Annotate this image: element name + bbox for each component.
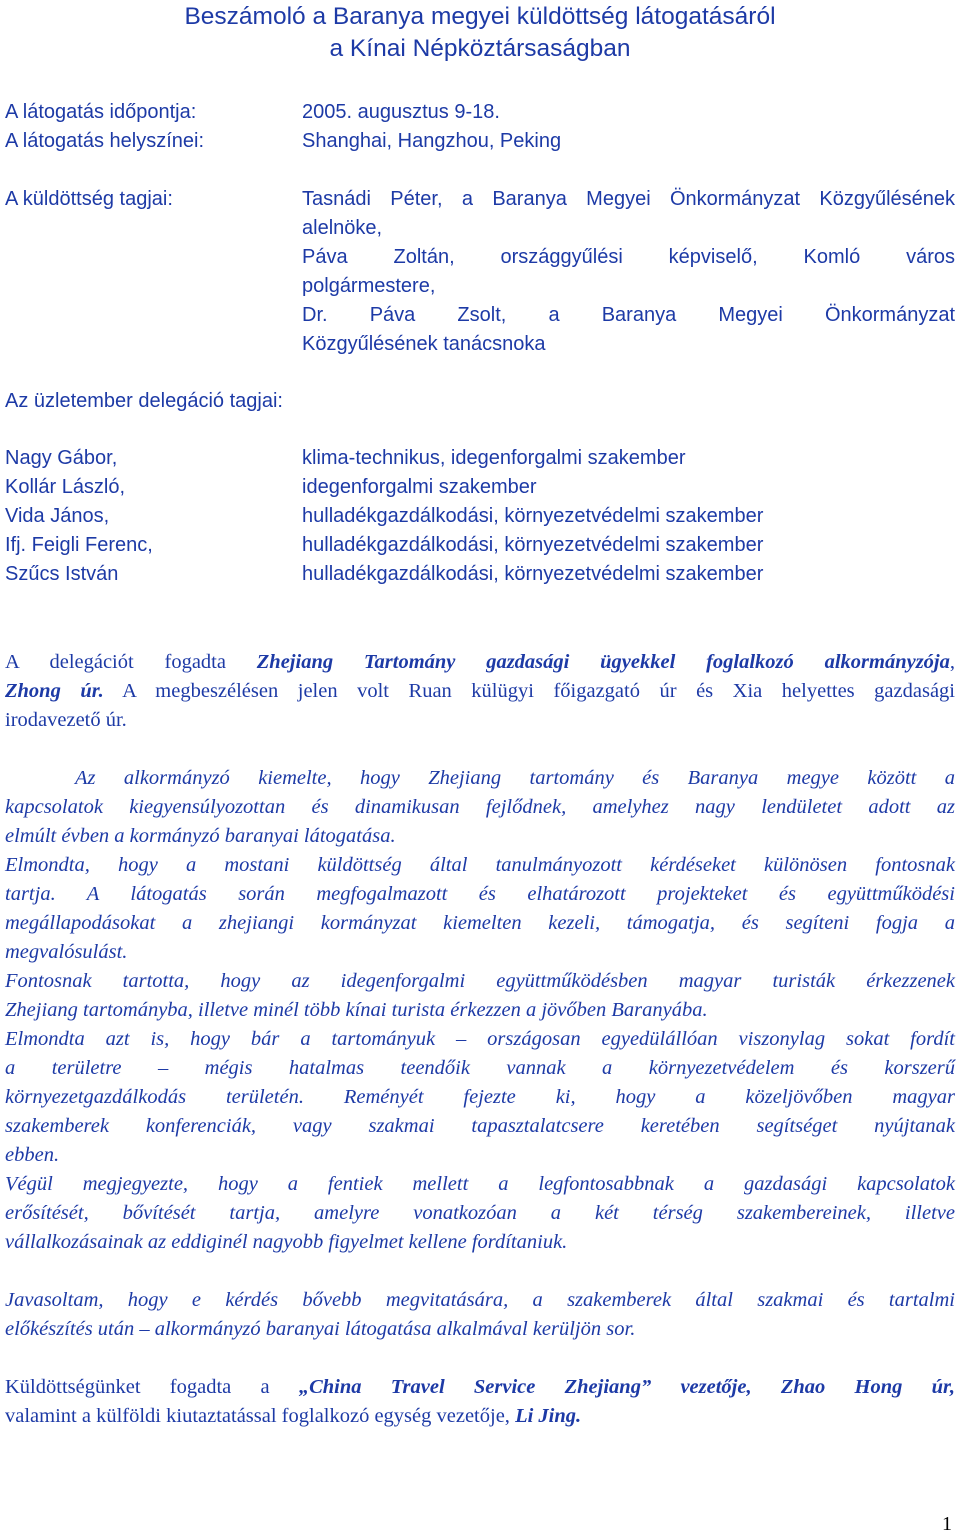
member-line: alelnöke, bbox=[302, 217, 383, 239]
reception-text: A megbeszélésen jelen volt Ruan külügyi főigazgató úr és Xia helyettes gazdasági bbox=[103, 680, 955, 702]
member-name: Kollár László, bbox=[5, 476, 126, 498]
member-role: idegenforgalmi szakember bbox=[302, 476, 537, 498]
reception-line bbox=[5, 648, 955, 677]
remarks-line: Végül megjegyezte, hogy a fentiek mellett a legfontosabbnak a gazdasági kapcsolatok bbox=[5, 1173, 955, 1195]
governor-remarks bbox=[5, 764, 955, 1257]
delegation-members bbox=[302, 185, 955, 359]
cts-host-name: Li Jing. bbox=[515, 1405, 582, 1427]
cts-host: „China Travel Service Zhejiang” vezetője, Zhao Hong úr, bbox=[298, 1376, 955, 1398]
remarks-line: kapcsolatok kiegyensúlyozottan és dinamikusan fejlődnek, amelyhez nagy lendületet adott az bbox=[5, 796, 955, 818]
remarks-line: Elmondta, hogy a mostani küldöttség által tanulmányozott kérdéseket különösen fontosnak bbox=[5, 854, 955, 876]
remarks-line: erősítését, bővítését tartja, amelyre vonatkozóan a két térség szakembereinek, illetve bbox=[5, 1202, 955, 1224]
page-number: 1 bbox=[942, 1513, 952, 1535]
cts-line bbox=[5, 1402, 955, 1431]
remarks-line: tartja. A látogatás során megfogalmazott és elhatározott projekteket és együttműködési bbox=[5, 883, 955, 905]
remarks-line: ebben. bbox=[5, 1144, 60, 1166]
remarks-line: megvalósulást. bbox=[5, 941, 128, 963]
business-delegation-heading: Az üzletember delegáció tagjai: bbox=[5, 390, 283, 412]
vice-governor-title: Zhejiang Tartomány gazdasági ügyekkel foglalkozó alkormányzója bbox=[256, 651, 950, 673]
member-name: Ifj. Feigli Ferenc, bbox=[5, 534, 153, 556]
proposal-line: előkészítés után – alkormányzó baranyai látogatása alkalmával kerüljön sor. bbox=[5, 1318, 636, 1340]
member-line: Dr. Páva Zsolt, a Baranya Megyei Önkormányzat bbox=[302, 304, 955, 326]
remarks-line: vállalkozásainak az eddiginél nagyobb figyelmet kellene fordítaniuk. bbox=[5, 1231, 568, 1253]
cts-reception-paragraph bbox=[5, 1373, 955, 1431]
remarks-line: Az alkormányzó kiemelte, hogy Zhejiang tartomány és Baranya megye között a bbox=[75, 767, 955, 789]
document-title-line-2: a Kínai Népköztársaságban bbox=[329, 35, 631, 62]
visit-places-label: A látogatás helyszínei: bbox=[5, 130, 205, 152]
member-line: Tasnádi Péter, a Baranya Megyei Önkormányzat Közgyűlésének bbox=[302, 188, 955, 210]
remarks-line: megállapodásokat a zhejiangi kormányzat kiemelten kezeli, támogatja, és segíteni fogja a bbox=[5, 912, 955, 934]
member-name: Szűcs István bbox=[5, 563, 119, 585]
remarks-line: szakemberek konferenciák, vagy szakmai tapasztalatcsere keretében segítséget nyújtanak bbox=[5, 1115, 955, 1137]
member-role: hulladékgazdálkodási, környezetvédelmi szakember bbox=[302, 534, 764, 556]
reception-line bbox=[5, 677, 955, 706]
member-name: Nagy Gábor, bbox=[5, 447, 118, 469]
cts-text: Küldöttségünket fogadta a bbox=[5, 1376, 299, 1398]
delegation-label: A küldöttség tagjai: bbox=[5, 188, 173, 210]
member-role: hulladékgazdálkodási, környezetvédelmi szakember bbox=[302, 505, 764, 527]
member-line: Páva Zoltán, országgyűlési képviselő, Komló város bbox=[302, 246, 955, 268]
member-role: hulladékgazdálkodási, környezetvédelmi szakember bbox=[302, 563, 764, 585]
member-name: Vida János, bbox=[5, 505, 110, 527]
vice-governor-name: Zhong úr. bbox=[5, 680, 104, 702]
cts-line bbox=[5, 1373, 955, 1402]
remarks-line: Elmondta azt is, hogy bár a tartományuk – országosan egyedülállóan viszonylag sokat fordít bbox=[5, 1028, 955, 1050]
proposal-line: Javasoltam, hogy e kérdés bővebb megvitatására, a szakemberek által szakmai és tartalmi bbox=[5, 1289, 955, 1311]
member-role: klima-technikus, idegenforgalmi szakember bbox=[302, 447, 686, 469]
document-title-line-1: Beszámoló a Baranya megyei küldöttség látogatásáról bbox=[184, 3, 776, 30]
reception-text: , bbox=[949, 651, 955, 673]
reception-paragraph bbox=[5, 648, 955, 735]
member-line: Közgyűlésének tanácsnoka bbox=[302, 333, 546, 355]
remarks-line: Fontosnak tartotta, hogy az idegenforgalmi együttműködésben magyar turisták érkezzenek bbox=[5, 970, 955, 992]
member-line: polgármestere, bbox=[302, 275, 436, 297]
proposal-paragraph bbox=[5, 1286, 955, 1344]
remarks-line: Zhejiang tartományba, illetve minél több kínai turista érkezzen a jövőben Baranyába. bbox=[5, 999, 708, 1021]
remarks-line: elmúlt évben a kormányzó baranyai látogatása. bbox=[5, 825, 396, 847]
visit-date-label: A látogatás időpontja: bbox=[5, 101, 197, 123]
reception-text: A delegációt fogadta bbox=[5, 651, 257, 673]
visit-date-value: 2005. augusztus 9-18. bbox=[302, 101, 500, 123]
remarks-line: környezetgazdálkodás területén. Reményét fejezte ki, hogy a közeljövőben magyar bbox=[5, 1086, 955, 1108]
reception-line: irodavezető úr. bbox=[5, 709, 127, 731]
cts-text: valamint a külföldi kiutaztatással foglalkozó egység vezetője, bbox=[5, 1405, 516, 1427]
visit-places-value: Shanghai, Hangzhou, Peking bbox=[302, 130, 562, 152]
remarks-line: a területre – mégis hatalmas teendőik vannak a környezetvédelem és korszerű bbox=[5, 1057, 955, 1079]
